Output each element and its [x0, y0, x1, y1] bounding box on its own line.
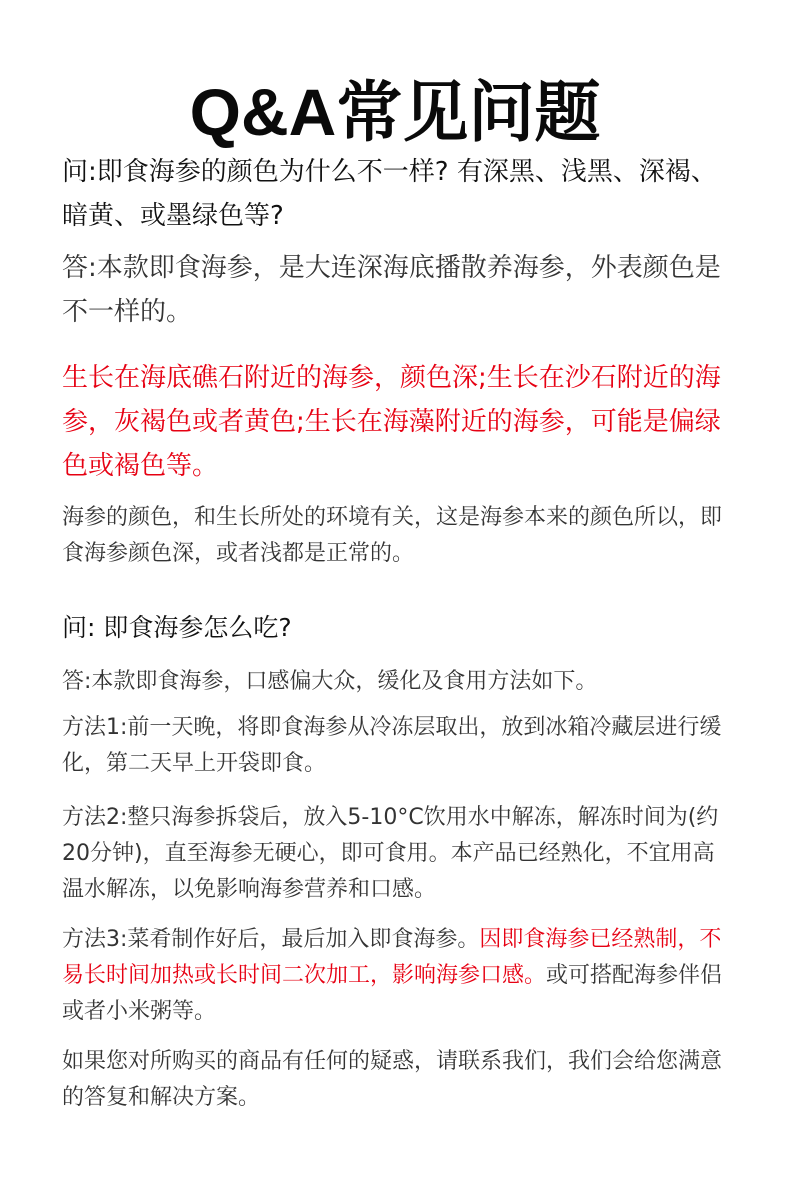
method-3-intro: 方法3:菜肴制作好后，最后加入即食海参。	[62, 927, 480, 952]
contact-note: 如果您对所购买的商品有任何的疑惑，请联系我们，我们会给您满意的答复和解决方案。	[62, 1049, 723, 1110]
method-3-suggestion: 或可搭配海参伴侣或者小米粥等。	[62, 963, 723, 1024]
method-2: 方法2:整只海参拆袋后，放入5-10°C饮用水中解冻，解冻时间为(约20分钟)，直至海参无硬心，即可食用。本产品已经熟化，不宜用高温水解冻，以免影响海参营养和口感。	[62, 805, 719, 902]
color-note: 海参的颜色，和生长所处的环境有关，这是海参本来的颜色所以，即食海参颜色深，或者浅都是正常的。	[62, 505, 723, 566]
answer-2: 答:本款即食海参，口感偏大众，缓化及食用方法如下。	[62, 669, 598, 694]
method-1: 方法1:前一天晚，将即食海参从冷冻层取出，放到冰箱冷藏层进行缓化，第二天早上开袋即食。	[62, 715, 722, 776]
method-3	[62, 922, 732, 1030]
page-title: Q&A常见问题	[189, 75, 601, 150]
color-explanation-highlight: 生长在海底礁石附近的海参，颜色深;生长在沙石附近的海参，灰褐色或者黄色;生长在海藻附近的海参，可能是偏绿色或褐色等。	[62, 363, 721, 481]
method-3-warning: 因即食海参已经熟制，不易长时间加热或长时间二次加工，影响海参口感。	[62, 927, 722, 988]
answer-1: 答:本款即食海参，是大连深海底播散养海参，外表颜色是不一样的。	[62, 253, 721, 327]
question-1: 问:即食海参的颜色为什么不一样? 有深黑、浅黑、深褐、暗黄、或墨绿色等?	[62, 157, 717, 231]
question-2: 问: 即食海参怎么吃?	[62, 613, 292, 642]
